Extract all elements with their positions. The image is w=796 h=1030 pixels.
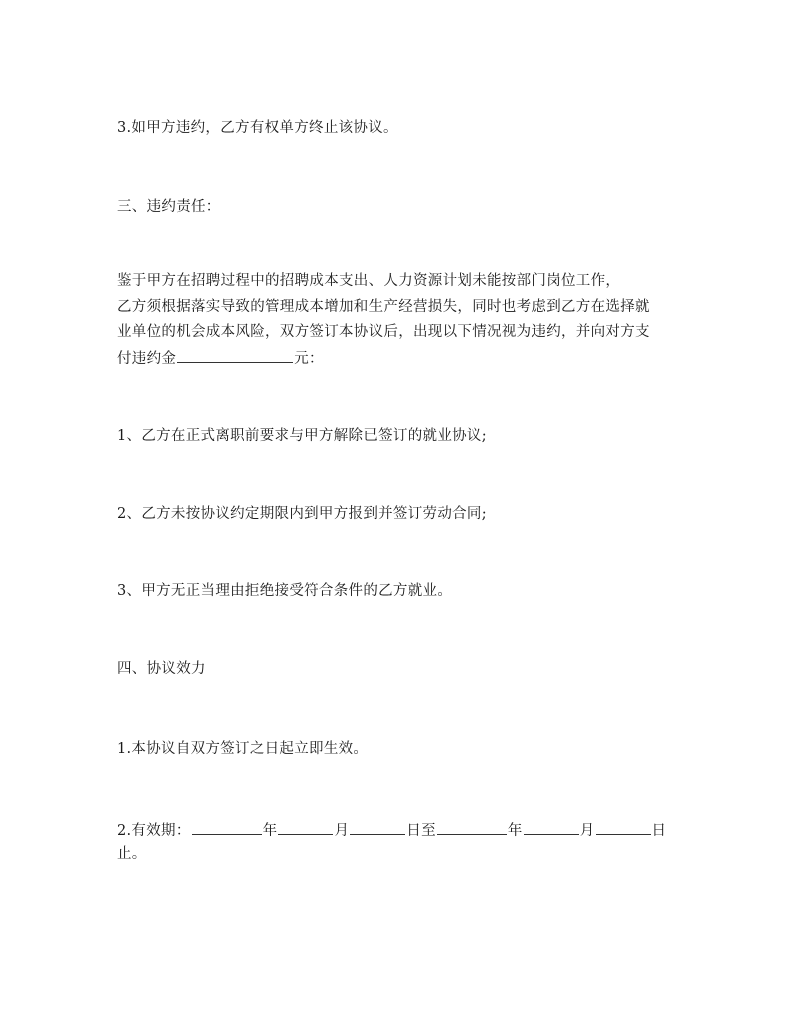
- penalty-prefix: 付违约金: [117, 351, 177, 367]
- year-label: 年: [262, 823, 278, 839]
- start-day-blank: [350, 820, 405, 835]
- violation-item-1: 1、乙方在正式离职前要求与甲方解除已签订的就业协议;: [117, 428, 487, 444]
- penalty-amount-blank: [177, 348, 293, 363]
- month-label: 月: [334, 823, 350, 839]
- penalty-suffix: 元：: [294, 351, 324, 367]
- validity-prefix: 2.有效期：: [117, 823, 191, 839]
- clause-4-2-line-2: 止。: [117, 846, 147, 862]
- section-4-heading: 四、协议效力: [117, 661, 206, 677]
- end-day-label: 日: [651, 823, 667, 839]
- section-3-heading: 三、违约责任：: [117, 199, 221, 215]
- liability-para-line-2: 乙方须根据落实导致的管理成本增加和生产经营损失，同时也考虑到乙方在选择就: [117, 299, 650, 315]
- end-day-blank: [596, 820, 651, 835]
- end-month-label: 月: [579, 823, 595, 839]
- end-year-blank: [437, 820, 507, 835]
- end-year-label: 年: [507, 823, 523, 839]
- start-month-blank: [278, 820, 333, 835]
- day-to-label: 日至: [406, 823, 436, 839]
- violation-item-2: 2、乙方未按协议约定期限内到甲方报到并签订劳动合同;: [117, 506, 487, 522]
- start-year-blank: [192, 820, 262, 835]
- clause-4-1: 1.本协议自双方签订之日起立即生效。: [117, 741, 369, 757]
- liability-para-line-1: 鉴于甲方在招聘过程中的招聘成本支出、人力资源计划未能按部门岗位工作，: [117, 273, 621, 289]
- clause-4-2-line-1: [117, 820, 666, 840]
- end-month-blank: [524, 820, 579, 835]
- liability-para-line-4: [117, 348, 324, 368]
- violation-item-3: 3、甲方无正当理由拒绝接受符合条件的乙方就业。: [117, 583, 453, 599]
- clause-3-3: 3.如甲方违约，乙方有权单方终止该协议。: [117, 120, 398, 136]
- liability-para-line-3: 业单位的机会成本风险，双方签订本协议后，出现以下情况视为违约，并向对方支: [117, 324, 650, 340]
